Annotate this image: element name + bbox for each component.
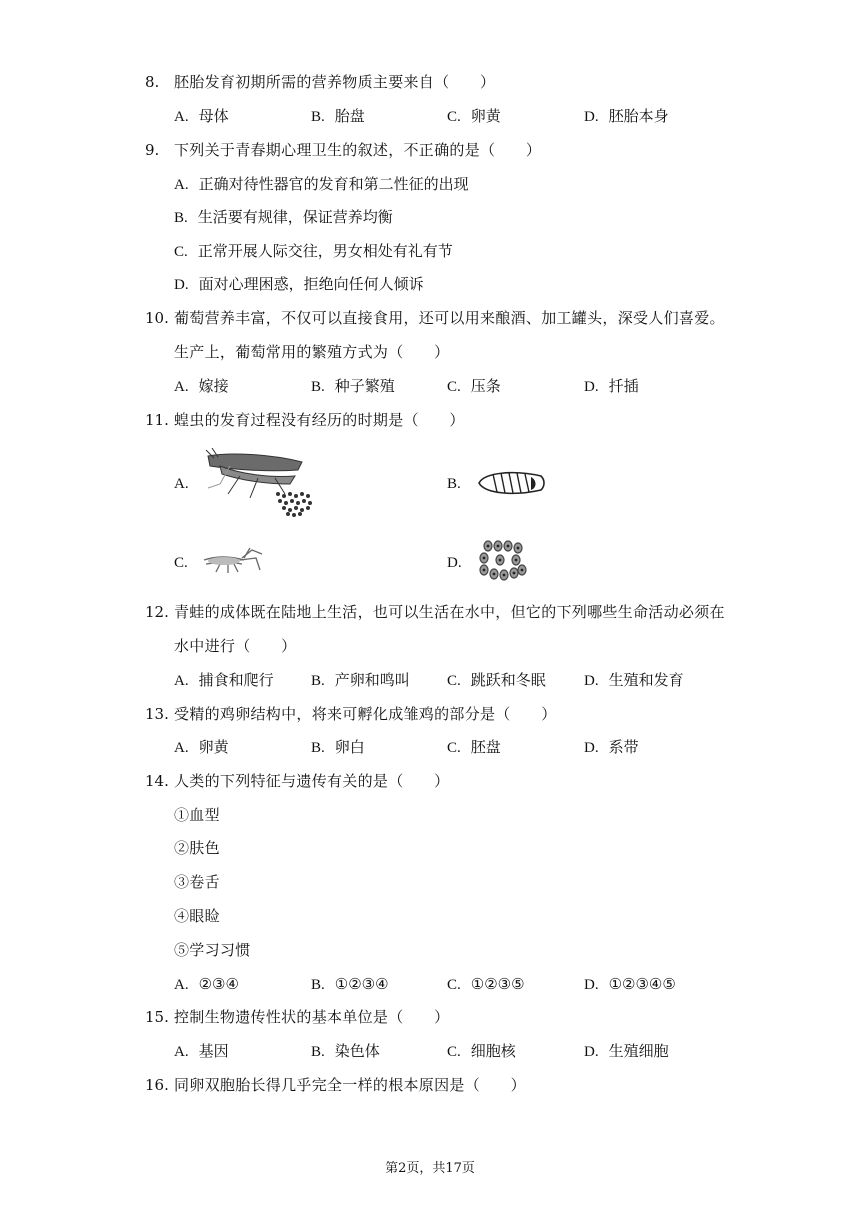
question-number: 8. — [145, 73, 160, 91]
option-c[interactable]: C. ①②③⑤ — [447, 975, 525, 993]
page-footer: 第2页，共17页 — [385, 1161, 475, 1176]
question-text: 同卵双胞胎长得几乎完全一样的根本原因是（ ） — [174, 1076, 526, 1094]
option-d[interactable]: D. 生殖细胞 — [584, 1042, 669, 1060]
question-number: 12. — [145, 603, 169, 621]
option-a[interactable]: A. 捕食和爬行 — [174, 671, 274, 689]
option-d[interactable]: D. 生殖和发育 — [584, 671, 684, 689]
option-b[interactable]: B. ①②③④ — [311, 975, 389, 993]
question-number: 16. — [145, 1076, 169, 1094]
option-c[interactable]: C. 卵黄 — [447, 107, 501, 125]
question-text-continued: 水中进行（ ） — [174, 637, 297, 655]
option-c[interactable]: C. — [174, 555, 188, 571]
option-b[interactable]: B. 生活要有规律，保证营养均衡 — [174, 208, 393, 226]
option-b[interactable]: B. 卵白 — [311, 738, 365, 756]
question-text: 青蛙的成体既在陆地上生活，也可以生活在水中，但它的下列哪些生命活动必须在 — [174, 603, 725, 621]
question-number: 10. — [145, 309, 169, 327]
option-d[interactable]: D. 胚胎本身 — [584, 107, 669, 125]
option-d[interactable]: D. 面对心理困惑，拒绝向任何人倾诉 — [174, 275, 424, 293]
adult-locust-with-eggs-illustration — [200, 448, 325, 518]
option-b[interactable]: B. 种子繁殖 — [311, 377, 395, 395]
option-c[interactable]: C. 胚盘 — [447, 738, 501, 756]
option-a[interactable]: A. — [174, 476, 189, 492]
question-number: 15. — [145, 1008, 169, 1026]
option-c[interactable]: C. 正常开展人际交往，男女相处有礼有节 — [174, 242, 453, 260]
option-a[interactable]: A. ②③④ — [174, 975, 239, 993]
list-item: ⑤学习习惯 — [174, 941, 251, 959]
option-c[interactable]: C. 压条 — [447, 377, 501, 395]
option-d[interactable]: D. 扦插 — [584, 377, 639, 395]
question-text: 葡萄营养丰富，不仅可以直接食用，还可以用来酿酒、加工罐头，深受人们喜爱。 — [174, 309, 725, 327]
question-number: 9. — [145, 141, 160, 159]
question-number: 14. — [145, 772, 169, 790]
question-text-continued: 生产上，葡萄常用的繁殖方式为（ ） — [174, 343, 450, 361]
list-item: ④眼睑 — [174, 907, 220, 925]
question-text: 人类的下列特征与遗传有关的是（ ） — [174, 772, 450, 790]
option-c[interactable]: C. 细胞核 — [447, 1042, 516, 1060]
list-item: ①血型 — [174, 806, 220, 824]
question-text: 控制生物遗传性状的基本单位是（ ） — [174, 1008, 450, 1026]
option-b[interactable]: B. 胎盘 — [311, 107, 365, 125]
option-a[interactable]: A. 正确对待性器官的发育和第二性征的出现 — [174, 175, 469, 193]
option-b[interactable]: B. 染色体 — [311, 1042, 380, 1060]
pupa-illustration — [475, 468, 547, 498]
egg-cluster-illustration — [476, 540, 528, 582]
option-d[interactable]: D. — [447, 555, 462, 571]
question-text: 蝗虫的发育过程没有经历的时期是（ ） — [174, 411, 465, 429]
nymph-grasshopper-illustration — [200, 546, 266, 576]
option-d[interactable]: D. ①②③④⑤ — [584, 975, 676, 993]
question-text: 受精的鸡卵结构中，将来可孵化成雏鸡的部分是（ ） — [174, 705, 557, 723]
option-d[interactable]: D. 系带 — [584, 738, 639, 756]
option-a[interactable]: A. 母体 — [174, 107, 229, 125]
option-a[interactable]: A. 卵黄 — [174, 738, 229, 756]
question-number: 13. — [145, 705, 169, 723]
list-item: ③卷舌 — [174, 873, 220, 891]
option-b[interactable]: B. — [447, 476, 461, 492]
list-item: ②肤色 — [174, 839, 220, 857]
option-b[interactable]: B. 产卵和鸣叫 — [311, 671, 410, 689]
option-a[interactable]: A. 基因 — [174, 1042, 229, 1060]
question-text: 下列关于青春期心理卫生的叙述，不正确的是（ ） — [174, 141, 542, 159]
option-c[interactable]: C. 跳跃和冬眠 — [447, 671, 546, 689]
question-text: 胚胎发育初期所需的营养物质主要来自（ ） — [174, 73, 496, 91]
question-number: 11. — [145, 411, 169, 429]
option-a[interactable]: A. 嫁接 — [174, 377, 229, 395]
